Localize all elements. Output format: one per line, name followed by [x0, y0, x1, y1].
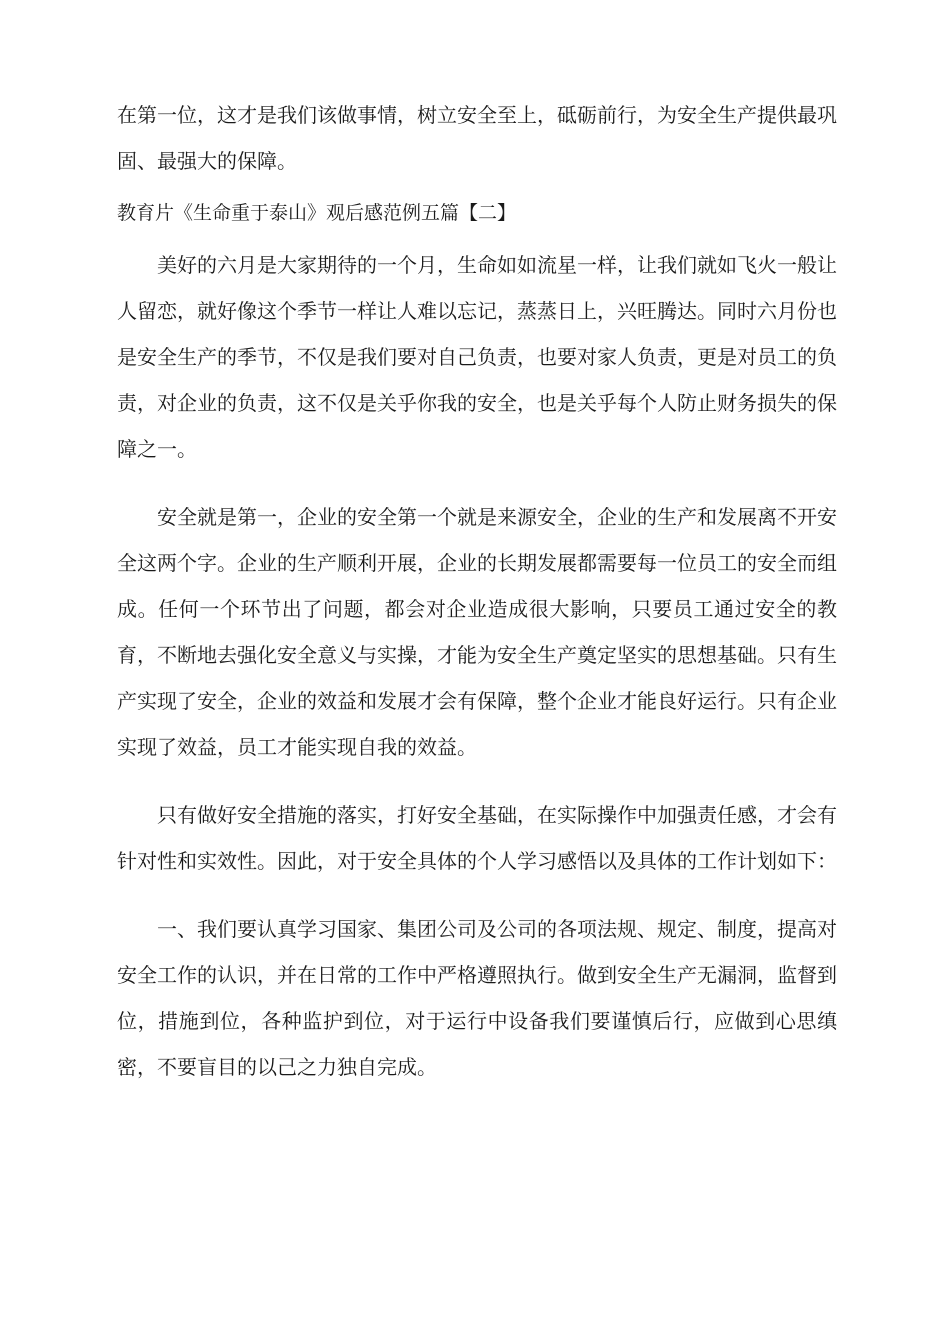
continuation-paragraph: 在第一位，这才是我们该做事情，树立安全至上，砥砺前行，为安全生产提供最巩固、最强大的保障。 — [117, 103, 837, 173]
body-paragraph-1: 美好的六月是大家期待的一个月，生命如如流星一样，让我们就如飞火一般让人留恋，就好像这个季节一样让人难以忘记，蒸蒸日上，兴旺腾达。同时六月份也是安全生产的季节，不仅是我们要对自己负责，也要对家人负责，更是对员工的负责，对企业的负责，这不仅是关乎你我的安全，也是关乎每个人防止财务损失的保障之一。 — [117, 253, 837, 461]
body-paragraph-3: 只有做好安全措施的落实，打好安全基础，在实际操作中加强责任感，才会有针对性和实效性。因此，对于安全具体的个人学习感悟以及具体的工作计划如下： — [117, 803, 837, 873]
body-paragraph-2: 安全就是第一，企业的安全第一个就是来源安全，企业的生产和发展离不开安全这两个字。企业的生产顺利开展，企业的长期发展都需要每一位员工的安全而组成。任何一个环节出了问题，都会对企业造成很大影响，只要员工通过安全的教育，不断地去强化安全意义与实操，才能为安全生产奠定坚实的思想基础。只有生产实现了安全，企业的效益和发展才会有保障，整个企业才能良好运行。只有企业实现了效益，员工才能实现自我的效益。 — [117, 505, 837, 759]
section-heading: 教育片《生命重于泰山》观后感范例五篇【二】 — [117, 202, 517, 224]
body-paragraph-4: 一、我们要认真学习国家、集团公司及公司的各项法规、规定、制度，提高对安全工作的认识，并在日常的工作中严格遵照执行。做到安全生产无漏洞，监督到位，措施到位，各种监护到位，对于运行中设备我们要谨慎后行，应做到心思缜密，不要盲目的以己之力独自完成。 — [117, 917, 837, 1079]
document-body — [117, 92, 837, 1090]
